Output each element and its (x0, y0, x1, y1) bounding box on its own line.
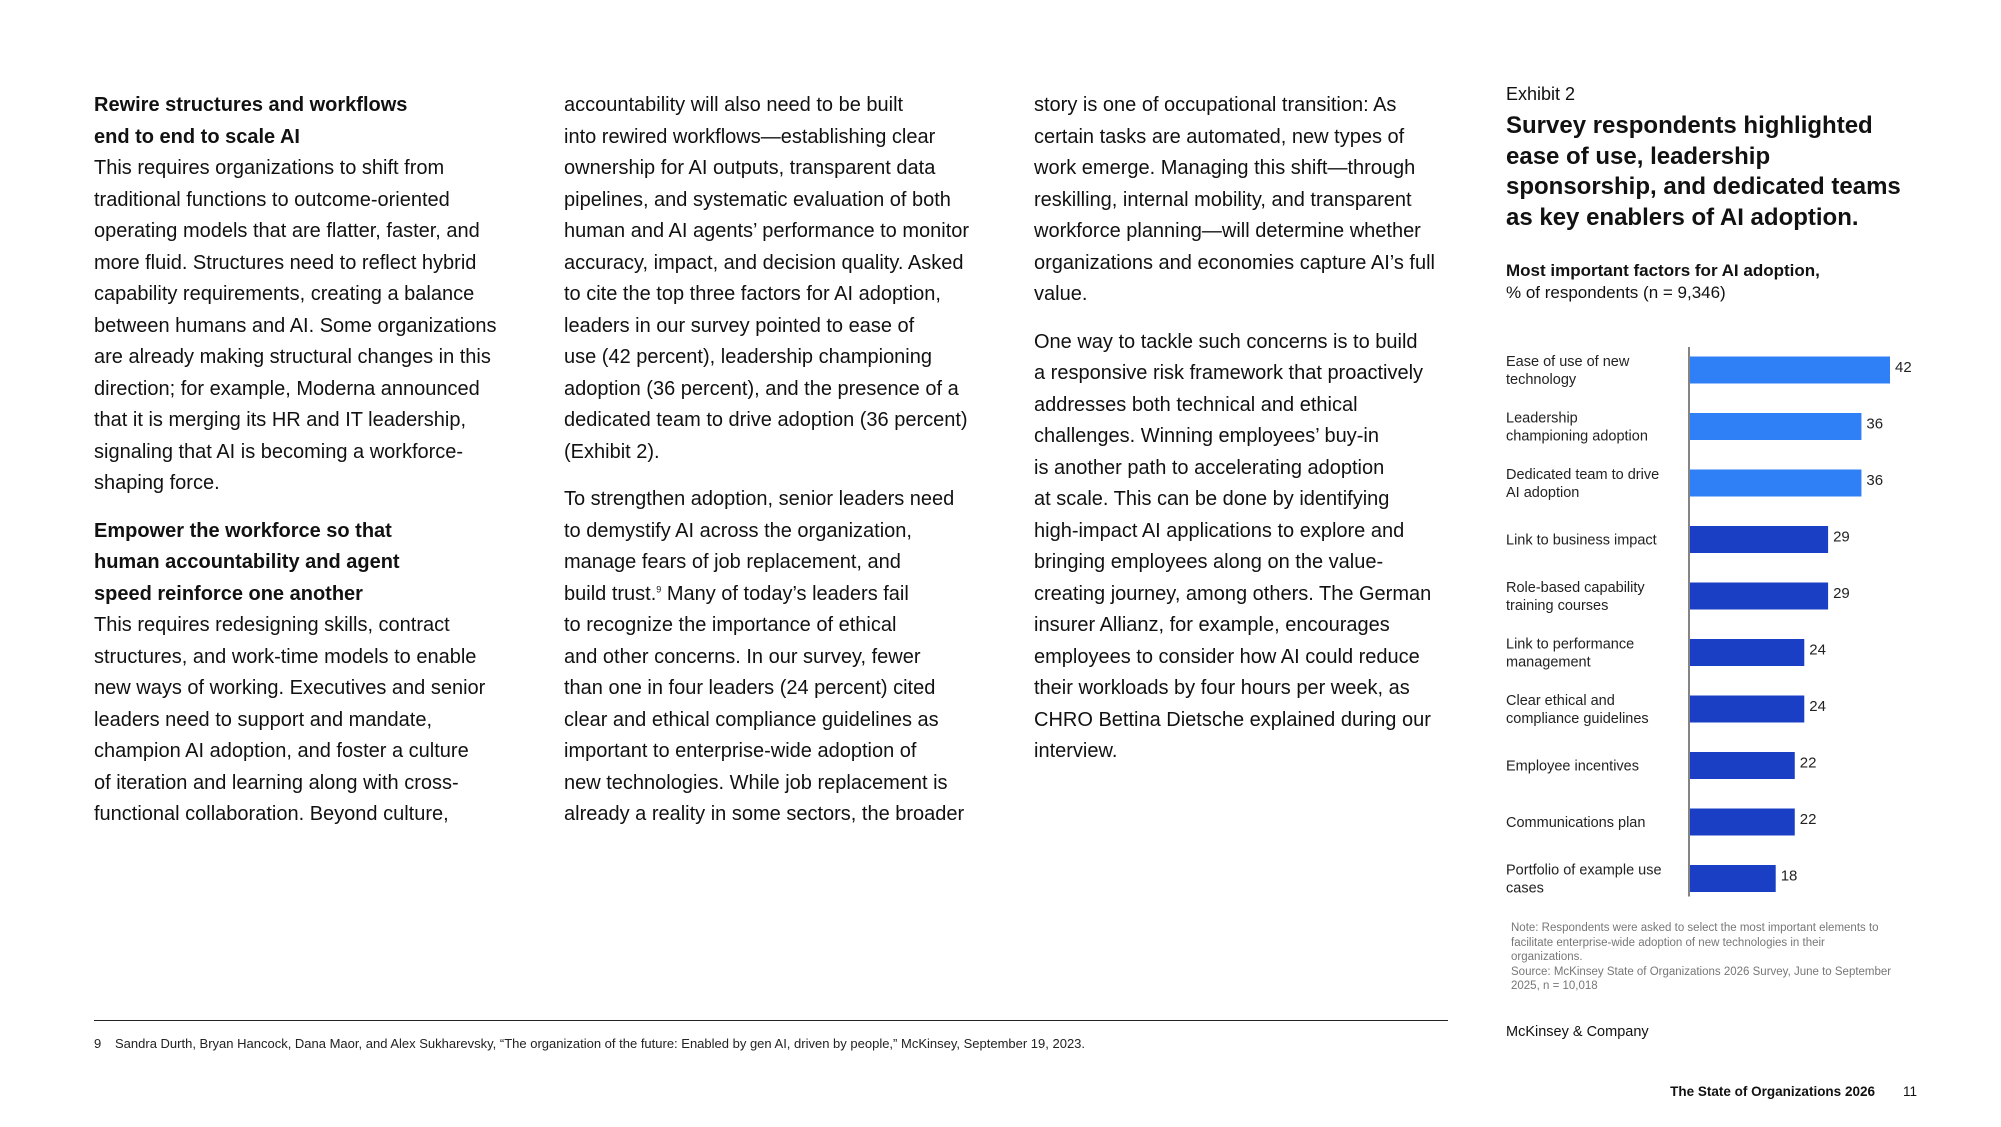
category-label: Communications plan (1506, 815, 1646, 831)
bar (1690, 865, 1776, 892)
note-text (1511, 921, 1931, 965)
text-line: (Exhibit 2). (564, 440, 660, 463)
text-line: champion AI adoption, and foster a culture (94, 740, 469, 762)
text-line: are already making structural changes in this (94, 346, 491, 368)
text-line: end to end to scale AI (94, 125, 300, 148)
text-column-3 (1034, 90, 1452, 784)
text-line: use (42 percent), leadership championing (564, 346, 932, 368)
text-line: CHRO Bettina Dietsche explained during our (1034, 708, 1431, 731)
text-line: This requires organizations to shift from (94, 157, 445, 179)
footnote-text: Sandra Durth, Bryan Hancock, Dana Maor, and Alex Sukharevsky, “The organization of the future: Enabled by gen AI, driven by people,” McKinsey, September 19, 2023. (115, 1036, 1086, 1051)
text-line: certain tasks are automated, new types of (1034, 125, 1405, 148)
category-label: Employee incentives (1506, 758, 1639, 775)
text-line: Source: McKinsey State of Organizations 2026 Survey, June to September (1511, 965, 1892, 978)
paragraph-empower (94, 610, 512, 831)
paragraph-lines-d (564, 614, 964, 825)
data-label: 18 (1780, 867, 1798, 885)
bar (1690, 413, 1861, 440)
section-heading-empower (94, 516, 512, 611)
text-line: manage fears of job replacement, and (564, 551, 901, 573)
text-line: between humans and AI. Some organizations (94, 314, 497, 337)
data-label: 36 (1866, 472, 1884, 489)
paragraph-transition (1034, 90, 1452, 311)
data-label: 22 (1799, 811, 1817, 828)
text-line: This requires redesigning skills, contract (94, 614, 450, 636)
bar (1690, 752, 1795, 779)
text-line: reskilling, internal mobility, and transparent (1034, 188, 1412, 211)
text-line: accountability will also need to be built (564, 94, 904, 116)
paragraph-strengthen-adoption (564, 484, 984, 831)
bar (1690, 357, 1890, 384)
text-line: functional collaboration. Beyond culture, (94, 803, 449, 825)
trust-text-cont: Many of today’s leaders fail (661, 582, 909, 605)
paragraph-lines-a (564, 488, 954, 573)
text-line: to cite the top three factors for AI adoption, (564, 283, 941, 305)
text-line: capability requirements, creating a balance (94, 283, 475, 305)
text-line: To strengthen adoption, senior leaders need (564, 488, 955, 510)
data-label: 29 (1833, 528, 1850, 546)
page-number: 11 (1902, 1084, 1917, 1099)
text-line: of iteration and learning along with cross- (94, 771, 459, 794)
section-heading-rewire (94, 90, 512, 153)
text-column-2 (564, 90, 984, 847)
text-line: direction; for example, Moderna announced (94, 377, 480, 400)
text-line: shaping force. (94, 472, 220, 494)
chart-subtitle-bold: Most important factors for AI adoption, (1506, 261, 1820, 280)
exhibit-label: Exhibit 2 (1506, 84, 1576, 104)
text-line: Empower the workforce so that (94, 519, 392, 542)
text-line: organizations and economies capture AI’s full (1034, 251, 1435, 274)
text-line: Note: Respondents were asked to select the most important elements to (1511, 922, 1879, 934)
text-line: a responsive risk framework that proactively (1034, 362, 1424, 384)
paragraph-risk-framework (1034, 327, 1452, 768)
text-line: to demystify AI across the organization, (564, 519, 912, 542)
bar (1690, 639, 1804, 666)
data-label: 24 (1809, 698, 1826, 715)
text-line: is another path to accelerating adoption (1034, 456, 1385, 479)
text-line: human and AI agents’ performance to monitor (564, 220, 970, 242)
text-line: challenges. Winning employees’ buy-in (1034, 425, 1379, 447)
brand-name: McKinsey & Company (1506, 1024, 1649, 1040)
footnote-number: 9 (94, 1036, 102, 1051)
category-label: Clear ethical and compliance guidelines (1506, 693, 1649, 727)
text-line: creating journey, among others. The German (1034, 582, 1432, 605)
text-line: that it is merging its HR and IT leadership, (94, 409, 467, 431)
text-line: One way to tackle such concerns is to build (1034, 330, 1418, 353)
text-line: into rewired workflows—establishing clear (564, 125, 936, 148)
text-line: workforce planning—will determine whether (1034, 220, 1421, 242)
text-line: sponsorship, and dedicated teams (1506, 173, 1901, 200)
footnote-divider (94, 1020, 1448, 1021)
text-line: organizations. (1511, 951, 1583, 963)
bar-chart (1506, 345, 1946, 905)
text-line: adoption (36 percent), and the presence of a (564, 377, 959, 400)
text-line: addresses both technical and ethical (1034, 393, 1358, 416)
text-line: dedicated team to drive adoption (36 percent) (564, 409, 968, 431)
text-line: at scale. This can be done by identifying (1034, 488, 1390, 510)
data-label: 36 (1866, 415, 1884, 433)
category-label: Portfolio of example use cases (1506, 862, 1662, 897)
text-line: story is one of occupational transition: As (1034, 94, 1397, 116)
text-line: Rewire structures and workflows (94, 94, 408, 116)
text-line: than one in four leaders (24 percent) cited (564, 677, 936, 699)
text-line: work emerge. Managing this shift—through (1034, 157, 1416, 179)
data-label: 42 (1895, 359, 1912, 376)
bar (1690, 696, 1804, 723)
text-line: to recognize the importance of ethical (564, 614, 897, 636)
text-line: employees to consider how AI could reduce (1034, 645, 1420, 668)
bar (1690, 809, 1795, 836)
category-label: Leadership championing adoption (1506, 410, 1648, 445)
text-line: bringing employees along on the value- (1034, 551, 1384, 573)
text-line: already a reality in some sectors, the broader (564, 803, 965, 825)
text-line: accuracy, impact, and decision quality. Asked (564, 251, 964, 274)
bar (1690, 526, 1828, 553)
data-label: 24 (1809, 641, 1826, 659)
text-line: signaling that AI is becoming a workforce- (94, 440, 464, 463)
text-line: leaders in our survey pointed to ease of (564, 314, 915, 337)
category-label: Dedicated team to drive AI adoption (1506, 467, 1660, 501)
source-text (1511, 965, 1931, 994)
bar (1690, 583, 1828, 610)
publication-title: The State of Organizations 2026 (1670, 1084, 1875, 1099)
text-column-1 (94, 90, 512, 847)
data-label: 29 (1833, 585, 1850, 602)
data-label: 22 (1799, 754, 1817, 772)
footnote (94, 1036, 1085, 1051)
text-line: leaders need to support and mandate, (94, 708, 433, 731)
paragraph-rewire (94, 153, 512, 500)
paragraph-accountability (564, 90, 984, 468)
bar (1690, 470, 1861, 497)
trust-text: build trust. (564, 582, 657, 605)
chart-note (1511, 921, 1931, 994)
chart-subtitle: % of respondents (n = 9,346) (1506, 283, 1726, 302)
text-line: interview. (1034, 740, 1118, 762)
text-line: more fluid. Structures need to reflect hybrid (94, 251, 477, 274)
category-label: Role-based capability training courses (1506, 580, 1645, 614)
text-line: their workloads by four hours per week, as (1034, 677, 1410, 699)
text-line: Survey respondents highlighted (1506, 112, 1873, 139)
text-line: operating models that are flatter, faster, and (94, 220, 480, 242)
text-line: ownership for AI outputs, transparent data (564, 157, 936, 179)
text-line: clear and ethical compliance guidelines as (564, 708, 939, 731)
text-line: traditional functions to outcome-oriented (94, 188, 450, 211)
text-line: value. (1034, 283, 1088, 305)
text-line: important to enterprise-wide adoption of (564, 740, 917, 762)
text-line: 2025, n = 10,018 (1511, 980, 1598, 992)
exhibit-title (1506, 111, 1946, 233)
text-line: as key enablers of AI adoption. (1506, 203, 1859, 231)
category-label: Link to performance management (1506, 636, 1635, 671)
text-line: human accountability and agent (94, 551, 400, 573)
text-line: speed reinforce one another (94, 582, 363, 605)
text-line: structures, and work-time models to enable (94, 645, 477, 668)
text-line: high-impact AI applications to explore and (1034, 519, 1405, 542)
text-line: and other concerns. In our survey, fewer (564, 645, 921, 668)
text-line: insurer Allianz, for example, encourages (1034, 614, 1390, 636)
text-line: facilitate enterprise-wide adoption of new technologies in their (1511, 936, 1825, 949)
page-footer (1670, 1084, 1917, 1099)
text-line: new ways of working. Executives and senior (94, 677, 486, 699)
text-line: new technologies. While job replacement is (564, 771, 948, 794)
category-label: Link to business impact (1506, 532, 1657, 549)
exhibit-panel (1506, 83, 1946, 304)
footnote-ref[interactable]: 9 (656, 583, 662, 594)
text-line: ease of use, leadership (1506, 142, 1771, 170)
text-line: pipelines, and systematic evaluation of both (564, 188, 951, 211)
category-label: Ease of use of new technology (1506, 354, 1630, 388)
